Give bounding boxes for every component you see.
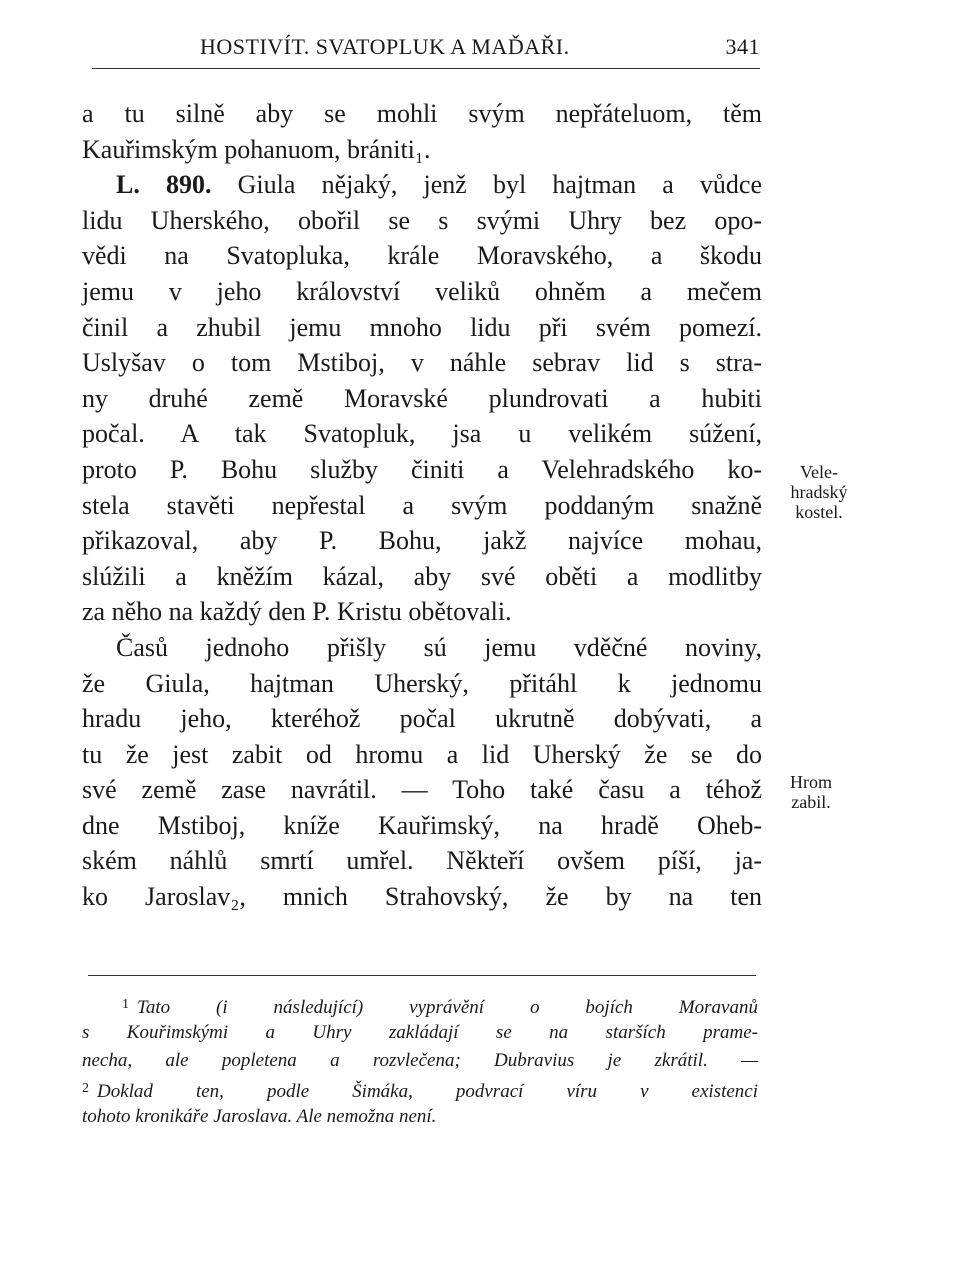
footnote-line: [82, 1075, 758, 1103]
running-head: [92, 34, 760, 64]
text-line: Kauřimským pohanuom, brániti₁.: [82, 134, 431, 164]
section-label: L. 890.: [116, 170, 212, 200]
footnote-line: [82, 991, 758, 1019]
text-line: lidu Uherského, obořil se s svými Uhry bez opo-: [82, 205, 762, 235]
marginal-note-line: hradský: [790, 482, 848, 502]
text-line: Časů jednoho přišly sú jemu vděčné noviny,: [116, 632, 762, 662]
running-head-title: HOSTIVÍT. SVATOPLUK A MAĎAŘI.: [200, 34, 570, 59]
marginal-note-line: Hrom: [790, 772, 832, 792]
footnote-rule: [88, 975, 756, 976]
text-line: slúžili a kněžím kázal, aby své oběti a modlitby: [82, 561, 762, 591]
text-line: stela stavěti nepřestal a svým poddaným snažně: [82, 490, 762, 520]
text-line: jemu v jeho království veliků ohněm a mečem: [82, 276, 762, 306]
text-line: ny druhé země Moravské plundrovati a hubiti: [82, 383, 762, 413]
text-line: hradu jeho, kteréhož počal ukrutně dobývati, a: [82, 704, 762, 734]
text-line: proto P. Bohu služby činiti a Velehradského ko-: [82, 454, 762, 484]
text-line: tu že jest zabit od hromu a lid Uherský že se do: [82, 739, 762, 769]
text-line: své země zase navrátil. — Toho také času a téhož: [82, 775, 762, 805]
text-line: [82, 167, 762, 203]
text-line-content: Giula nějaký, jenž byl hajtman a vůdce: [237, 170, 763, 200]
footnote-text: Doklad ten, podle Šimáka, podvrací víru v existenci: [97, 1081, 758, 1102]
text-line: Uslyšav o tom Mstiboj, v náhle sebrav lid s stra-: [82, 348, 762, 378]
text-line: ko Jaroslav₂, mnich Strahovský, že by na ten: [82, 882, 762, 912]
footnotes: [82, 991, 758, 1131]
text-line: počal. A tak Svatopluk, jsa u velikém súžení,: [82, 419, 762, 449]
text-line: že Giula, hajtman Uherský, přitáhl k jednomu: [82, 668, 762, 698]
footnote-mark: 2: [82, 1081, 89, 1096]
header-rule: [92, 68, 760, 69]
footnote-text: Tato (i následující) vyprávění o bojích Moravanů: [137, 997, 758, 1018]
text-line: a tu silně aby se mohli svým nepřáteluom, těm: [82, 99, 762, 128]
marginal-note-line: zabil.: [791, 792, 831, 812]
main-text: [82, 96, 762, 915]
footnote-mark: 1: [122, 997, 129, 1012]
footnote-line: s Kouřimskými a Uhry zakládají se na starších prame-: [82, 1022, 758, 1043]
footnote-line: necha, ale popletena a rozvlečena; Dubravius je zkrátil. —: [82, 1050, 758, 1071]
text-line: za něho na každý den P. Kristu obětovali.: [82, 597, 512, 627]
text-line: vědi na Svatopluka, krále Moravského, a škodu: [82, 241, 762, 271]
marginal-note-line: kostel.: [795, 502, 843, 522]
page-number: 341: [725, 34, 760, 59]
marginal-note-velehrad: [764, 462, 874, 522]
text-line: přikazoval, aby P. Bohu, jakž najvíce mohau,: [82, 526, 762, 556]
marginal-note-thunder: [756, 772, 866, 812]
text-line: ském náhlů smrtí umřel. Někteří ovšem píší, ja-: [82, 846, 762, 876]
text-line: činil a zhubil jemu mnoho lidu při svém pomezí.: [82, 312, 762, 342]
footnote-line: tohoto kronikáře Jaroslava. Ale nemožna není.: [82, 1106, 437, 1127]
marginal-note-line: Vele-: [800, 462, 838, 482]
text-line: dne Mstiboj, kníže Kauřimský, na hradě Oheb-: [82, 810, 762, 840]
